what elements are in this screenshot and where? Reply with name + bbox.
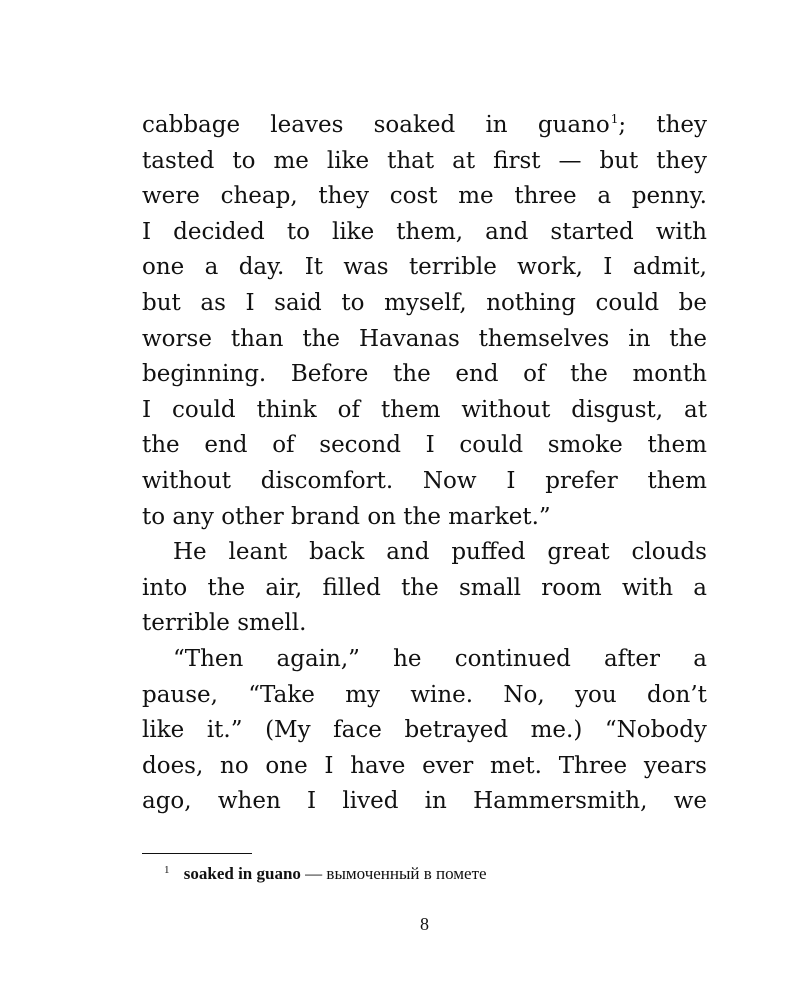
text-line <box>142 357 707 393</box>
word: that <box>387 147 435 174</box>
word: without <box>142 467 232 494</box>
punctuation: ; <box>618 112 627 138</box>
word: Three <box>558 752 628 779</box>
word: when <box>217 788 281 815</box>
word: met. <box>490 752 542 779</box>
word: without <box>461 396 551 423</box>
word: they <box>656 147 707 174</box>
word: end <box>204 432 248 459</box>
word: to <box>286 218 310 245</box>
word: said <box>274 289 322 316</box>
word: my <box>345 681 380 708</box>
word: leaves <box>270 112 344 138</box>
word: in <box>485 112 508 138</box>
word: Now <box>422 467 477 494</box>
word: at <box>452 147 476 174</box>
word: I <box>324 752 334 779</box>
text-line <box>142 535 707 571</box>
word: Havanas <box>358 325 460 352</box>
word: like <box>142 717 185 744</box>
word: with <box>621 574 674 601</box>
word: one <box>265 752 308 779</box>
word: be <box>678 289 707 316</box>
word: Before <box>290 361 369 388</box>
word: a <box>693 645 707 672</box>
word: the <box>302 325 341 352</box>
text-line <box>142 606 707 642</box>
word: I <box>307 788 317 815</box>
word: “Nobody <box>604 717 707 744</box>
word: of <box>523 361 546 388</box>
word: pause, <box>142 681 218 708</box>
word: a <box>597 183 612 210</box>
word: day. <box>238 254 285 281</box>
word: second <box>319 432 401 459</box>
word: and <box>386 539 430 566</box>
text-line <box>142 144 707 180</box>
word: me.) <box>530 717 583 744</box>
word: have <box>350 752 406 779</box>
word: started <box>550 218 634 245</box>
word: but <box>599 147 639 174</box>
word: them <box>647 432 707 459</box>
word: small <box>458 574 521 601</box>
word: air, <box>265 574 303 601</box>
word: you <box>575 681 617 708</box>
word: they <box>656 112 707 138</box>
text-line <box>142 179 707 215</box>
word: He <box>173 539 207 566</box>
word: wine. <box>410 681 474 708</box>
word: could <box>459 432 524 459</box>
footnote-translation: вымоченный в помете <box>326 864 487 883</box>
word: face <box>333 717 382 744</box>
word: in <box>628 325 651 352</box>
word: I <box>142 218 152 245</box>
word: think <box>256 396 317 423</box>
word: smoke <box>547 432 623 459</box>
word: them <box>380 396 441 423</box>
word: three <box>514 183 577 210</box>
word: Hammersmith, <box>473 788 648 815</box>
word: they <box>318 183 370 210</box>
word: a <box>693 574 707 601</box>
word: could <box>595 289 660 316</box>
word: at <box>684 396 707 423</box>
word: month <box>632 361 707 388</box>
word: of <box>272 432 295 459</box>
word: I <box>506 467 516 494</box>
word: clouds <box>631 539 707 566</box>
word: decided <box>173 218 265 245</box>
word: cheap, <box>220 183 298 210</box>
word: prefer <box>545 467 618 494</box>
word: leant <box>228 539 288 566</box>
word-text: guano <box>537 112 610 138</box>
word: of <box>337 396 361 423</box>
footnote-reference: 1 <box>610 112 619 126</box>
text-line <box>142 215 707 251</box>
text-line <box>142 286 707 322</box>
word: It <box>304 254 324 281</box>
word: nothing <box>486 289 576 316</box>
word: — <box>558 147 582 174</box>
word: beginning. <box>142 361 267 388</box>
word: me <box>458 183 494 210</box>
word: don’t <box>646 681 707 708</box>
word: it.” <box>206 717 243 744</box>
word <box>538 108 626 144</box>
text-line <box>142 500 707 536</box>
word: great <box>547 539 610 566</box>
word: admit, <box>632 254 707 281</box>
word: but <box>142 289 181 316</box>
text-line <box>142 642 707 678</box>
text-line <box>142 108 707 144</box>
text-line <box>142 749 707 785</box>
page-number: 8 <box>420 914 429 934</box>
word: back <box>309 539 365 566</box>
word: “Take <box>248 681 315 708</box>
word: to any other brand on the market.” <box>142 503 551 530</box>
text-line <box>142 428 707 464</box>
word: terrible <box>408 254 497 281</box>
word: I <box>603 254 613 281</box>
word: myself, <box>384 289 467 316</box>
footnote-separator: — <box>305 864 323 883</box>
word: I <box>425 432 435 459</box>
word: (My <box>265 717 311 744</box>
word: could <box>172 396 236 423</box>
word: discomfort. <box>260 467 394 494</box>
word: soaked <box>373 112 456 138</box>
word: lived <box>342 788 399 815</box>
word: No, <box>503 681 545 708</box>
word: terrible smell. <box>142 610 307 637</box>
word: them <box>647 467 707 494</box>
word: “Then <box>173 645 244 672</box>
word: to <box>232 147 256 174</box>
word: worse <box>142 325 212 352</box>
word: filled <box>322 574 381 601</box>
word: the <box>570 361 608 388</box>
word: ago, <box>142 788 192 815</box>
word: after <box>603 645 661 672</box>
word: the <box>207 574 246 601</box>
word: years <box>643 752 707 779</box>
word: puffed <box>451 539 526 566</box>
footnote <box>164 864 487 884</box>
text-line <box>142 393 707 429</box>
footnote-number: 1 <box>164 864 170 876</box>
word: to <box>341 289 365 316</box>
word: like <box>331 218 375 245</box>
footnote-term: soaked in guano <box>183 864 301 883</box>
word: continued <box>454 645 571 672</box>
word: and <box>485 218 529 245</box>
word: room <box>541 574 602 601</box>
word: tasted <box>142 147 215 174</box>
word: first <box>493 147 541 174</box>
word: themselves <box>478 325 610 352</box>
word: a <box>204 254 219 281</box>
word: me <box>273 147 309 174</box>
body-text <box>142 108 707 820</box>
word: end <box>455 361 499 388</box>
word: cost <box>389 183 438 210</box>
footnote-divider <box>142 853 252 854</box>
word: we <box>673 788 707 815</box>
word: them, <box>396 218 464 245</box>
text-line <box>142 678 707 714</box>
word: were <box>142 183 200 210</box>
word: work, <box>517 254 583 281</box>
text-line <box>142 322 707 358</box>
text-line <box>142 464 707 500</box>
word: the <box>401 574 439 601</box>
word: like <box>326 147 370 174</box>
word: penny. <box>631 183 707 210</box>
word: the <box>142 432 180 459</box>
word: one <box>142 254 185 281</box>
word: in <box>424 788 447 815</box>
word: than <box>230 325 284 352</box>
text-line <box>142 784 707 820</box>
word: ever <box>422 752 474 779</box>
text-line <box>142 571 707 607</box>
text-line <box>142 713 707 749</box>
word: the <box>393 361 431 388</box>
word: cabbage <box>142 112 241 138</box>
word: no <box>220 752 249 779</box>
word: disgust, <box>571 396 664 423</box>
word: again,” <box>276 645 360 672</box>
word: the <box>669 325 707 352</box>
word: into <box>142 574 188 601</box>
word: I <box>142 396 152 423</box>
word: betrayed <box>404 717 509 744</box>
word: as <box>200 289 226 316</box>
word: I <box>245 289 255 316</box>
word: he <box>393 645 422 672</box>
book-page <box>142 0 707 1000</box>
word: was <box>343 254 389 281</box>
word: with <box>655 218 707 245</box>
text-line <box>142 250 707 286</box>
word: does, <box>142 752 204 779</box>
